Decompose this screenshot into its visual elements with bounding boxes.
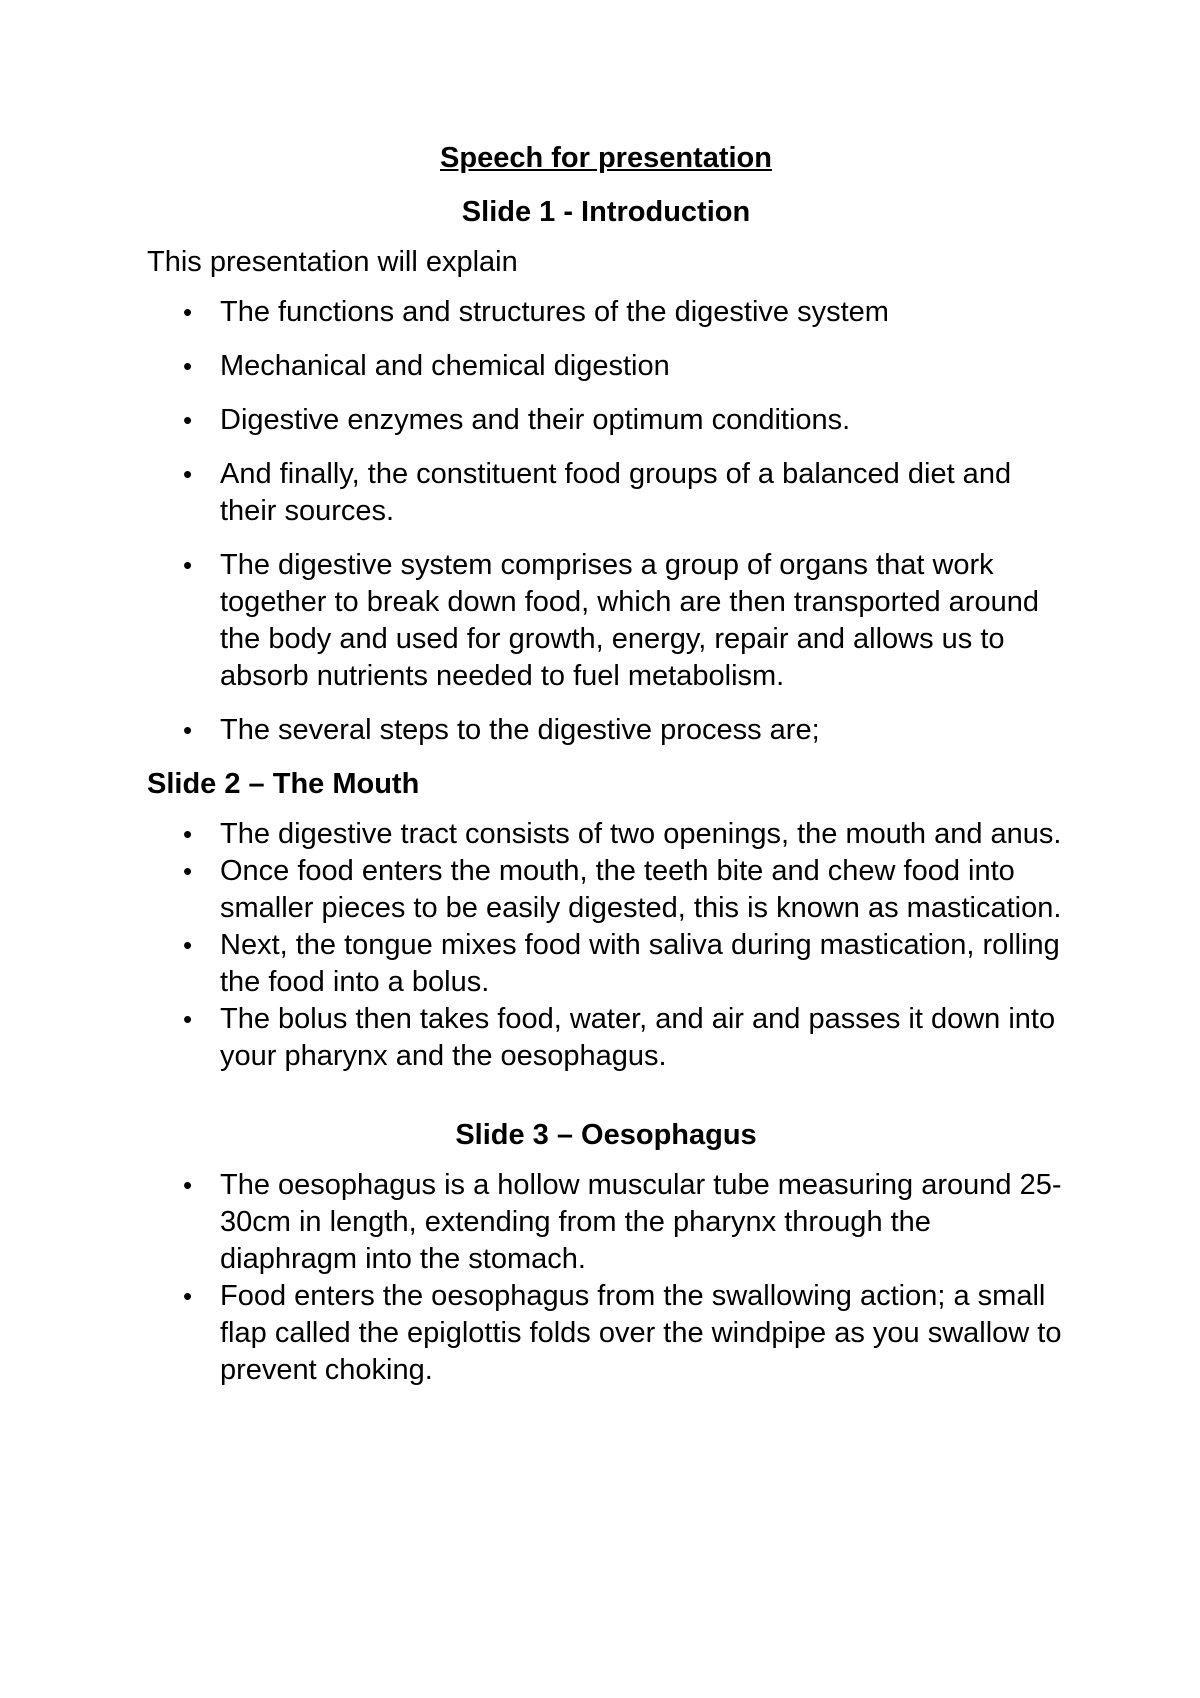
list-item: • Food enters the oesophagus from the swallowing action; a small flap called the epiglottis folds over the windpipe as you swallow to prevent choking. (147, 1278, 1065, 1389)
spacer (147, 1075, 1065, 1117)
slide-3-bullet-list (147, 1167, 1065, 1389)
slide-1-bullet-list (147, 294, 1065, 749)
list-item: • Mechanical and chemical digestion (147, 348, 1065, 385)
slide-1-heading: Slide 1 - Introduction (461, 196, 751, 228)
list-item: • Next, the tongue mixes food with saliva during mastication, rolling the food into a bolus. (147, 927, 1065, 1001)
list-item: • The digestive system comprises a group of organs that work together to break down food, which are then transported around the body and used for growth, energy, repair and allows us to absorb nutrients needed to fuel metabolism. (147, 547, 1065, 695)
slide-1-intro: This presentation will explain (147, 246, 518, 278)
list-item: • The digestive tract consists of two openings, the mouth and anus. (147, 816, 1065, 853)
list-item: • And finally, the constituent food groups of a balanced diet and their sources. (147, 456, 1065, 530)
page-title: Speech for presentation (440, 142, 772, 174)
list-item: • Once food enters the mouth, the teeth bite and chew food into smaller pieces to be easily digested, this is known as mastication. (147, 853, 1065, 927)
slide-2-heading: Slide 2 – The Mouth (147, 768, 420, 800)
list-item: • The bolus then takes food, water, and air and passes it down into your pharynx and the oesophagus. (147, 1001, 1065, 1075)
list-item: • The oesophagus is a hollow muscular tube measuring around 25-30cm in length, extending from the pharynx through the diaphragm into the stomach. (147, 1167, 1065, 1278)
list-item: • Digestive enzymes and their optimum conditions. (147, 402, 1065, 439)
slide-3-heading: Slide 3 – Oesophagus (455, 1119, 757, 1151)
slide-2-bullet-list (147, 816, 1065, 1075)
list-item: • The functions and structures of the digestive system (147, 294, 1065, 331)
list-item: • The several steps to the digestive process are; (147, 712, 1065, 749)
